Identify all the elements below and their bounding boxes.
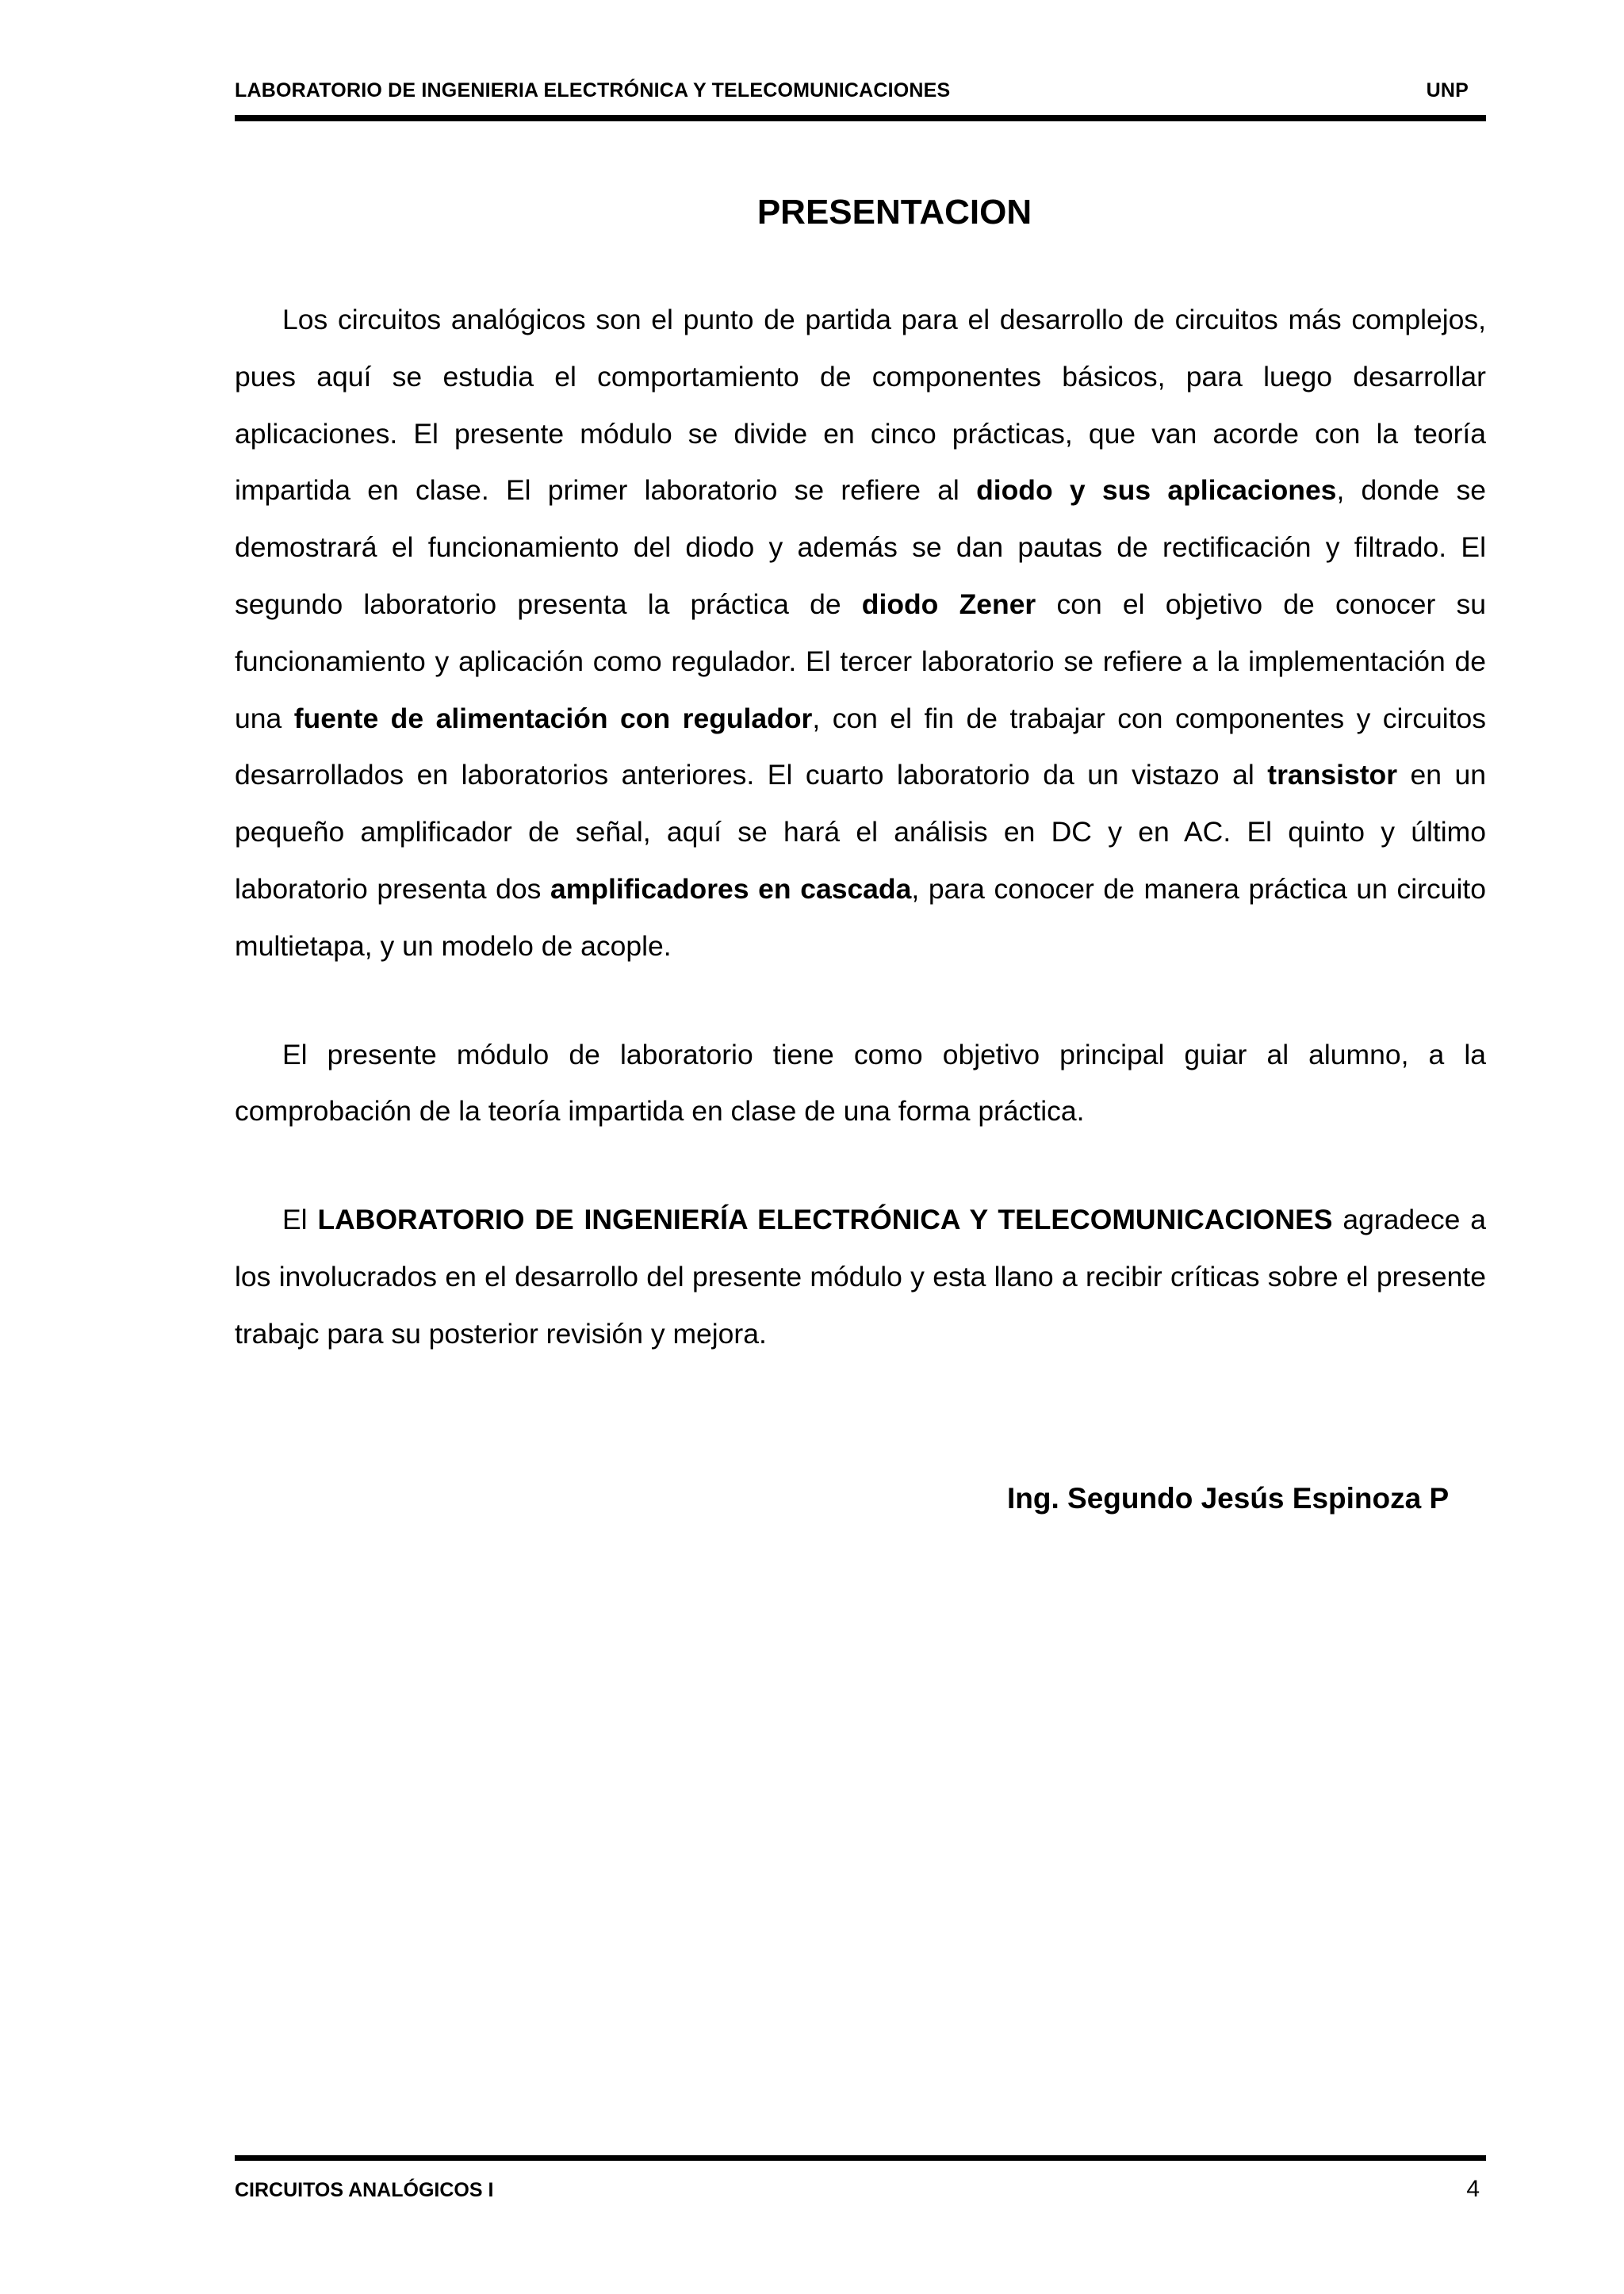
paragraph-objective: El presente módulo de laboratorio tiene como objetivo principal guiar al alumno, a la comprobación de la teoría impartida en clase de una forma práctica. [235, 1038, 1486, 1128]
bold-transistor: transistor [1267, 759, 1398, 791]
bold-zener: diodo Zener [861, 588, 1036, 620]
footer-course-name: CIRCUITOS ANALÓGICOS I [235, 2179, 494, 2201]
signature-author: Ing. Segundo Jesús Espinoza P [1007, 1482, 1450, 1515]
header-lab-name: LABORATORIO DE INGENIERIA ELECTRÓNICA Y TELECOMUNICACIONES [235, 79, 951, 101]
bold-lab-name: LABORATORIO DE INGENIERÍA ELECTRÓNICA Y TELECOMUNICACIONES [317, 1204, 1333, 1236]
page-number: 4 [1466, 2176, 1480, 2202]
page-header [235, 79, 1486, 102]
header-rule [235, 115, 1486, 121]
bold-amplificadores: amplificadores en cascada [550, 872, 912, 905]
bold-diodo: diodo y sus aplicaciones [976, 474, 1337, 507]
bold-fuente: fuente de alimentación con regulador [293, 702, 813, 734]
page-footer [235, 2176, 1486, 2203]
paragraph-intro: Los circuitos analógicos son el punto de partida para el desarrollo de circuitos más complejos, pues aquí se estudia el comportamiento de componentes básicos, para luego desarrollar aplicaciones. El presente módulo se divide en cinco prácticas, que van acorde con la teoría impartida en clase. El primer laboratorio se refiere al diodo y sus aplicaciones, donde se demostrará el funcionamiento del diodo y además se dan pautas de rectificación y filtrado. El segundo laboratorio presenta la práctica de diodo Zener con el objetivo de conocer su funcionamiento y aplicación como regulador. El tercer laboratorio se refiere a la implementación de una fuente de alimentación con regulador, con el fin de trabajar con componentes y circuitos desarrollados en laboratorios anteriores. El cuarto laboratorio da un vistazo al transistor en un pequeño amplificador de señal, aquí se hará el análisis en DC y en AC. El quinto y último laboratorio presenta dos amplificadores en cascada, para conocer de manera práctica un circuito multietapa, y un modelo de acople. [235, 304, 1486, 962]
paragraph-acknowledgement: El LABORATORIO DE INGENIERÍA ELECTRÓNICA Y TELECOMUNICACIONES agradece a los involucrados en el desarrollo del presente módulo y esta llano a recibir críticas sobre el presente trabajc para su posterior revisión y mejora. [235, 1204, 1486, 1350]
header-institution: UNP [1426, 79, 1469, 101]
body-text [235, 292, 1486, 1363]
footer-rule [235, 2155, 1486, 2161]
page-title: PRESENTACION [756, 193, 1032, 232]
